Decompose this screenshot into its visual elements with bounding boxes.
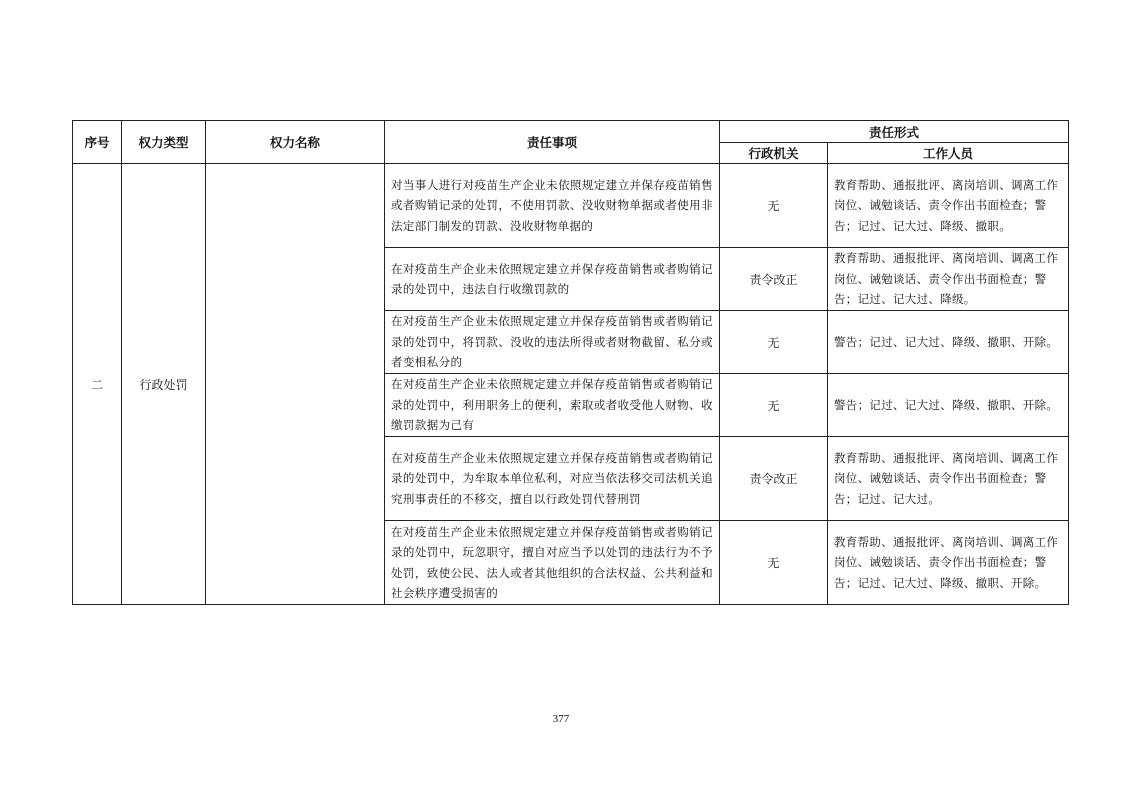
cell-staff: 教育帮助、通报批评、离岗培训、调离工作岗位、诫勉谈话、责令作出书面检查；警告；记过、记大过、降级、撤职。 [828, 164, 1069, 248]
cell-staff: 教育帮助、通报批评、离岗培训、调离工作岗位、诫勉谈话、责令作出书面检查；警告；记过、记大过。 [828, 437, 1069, 521]
header-responsibility-item: 责任事项 [385, 121, 720, 164]
cell-staff: 教育帮助、通报批评、离岗培训、调离工作岗位、诫勉谈话、责令作出书面检查；警告；记过、记大过、降级。 [828, 248, 1069, 311]
header-staff: 工作人员 [828, 143, 1069, 164]
header-power-type: 权力类型 [122, 121, 206, 164]
cell-admin-org: 责令改正 [720, 437, 828, 521]
cell-power-type: 行政处罚 [122, 164, 206, 605]
cell-admin-org: 无 [720, 311, 828, 374]
header-admin-org: 行政机关 [720, 143, 828, 164]
cell-responsibility-item: 在对疫苗生产企业未依照规定建立并保存疫苗销售或者购销记录的处罚中，为牟取本单位私利，对应当依法移交司法机关追究刑事责任的不移交，擅自以行政处罚代替刑罚 [385, 437, 720, 521]
cell-responsibility-item: 对当事人进行对疫苗生产企业未依照规定建立并保存疫苗销售或者购销记录的处罚，不使用罚款、没收财物单据或者使用非法定部门制发的罚款、没收财物单据的 [385, 164, 720, 248]
cell-staff: 警告；记过、记大过、降级、撤职、开除。 [828, 311, 1069, 374]
cell-seq: 二 [73, 164, 122, 605]
cell-admin-org: 无 [720, 521, 828, 605]
cell-admin-org: 无 [720, 374, 828, 437]
cell-staff: 教育帮助、通报批评、离岗培训、调离工作岗位、诫勉谈话、责令作出书面检查；警告；记过、记大过、降级、撤职、开除。 [828, 521, 1069, 605]
cell-responsibility-item: 在对疫苗生产企业未依照规定建立并保存疫苗销售或者购销记录的处罚中，将罚款、没收的违法所得或者财物截留、私分或者变相私分的 [385, 311, 720, 374]
cell-admin-org: 无 [720, 164, 828, 248]
responsibility-table [72, 120, 1069, 605]
cell-responsibility-item: 在对疫苗生产企业未依照规定建立并保存疫苗销售或者购销记录的处罚中，利用职务上的便利，索取或者收受他人财物、收缴罚款据为己有 [385, 374, 720, 437]
cell-staff: 警告；记过、记大过、降级、撤职、开除。 [828, 374, 1069, 437]
cell-admin-org: 责令改正 [720, 248, 828, 311]
header-power-name: 权力名称 [206, 121, 385, 164]
cell-responsibility-item: 在对疫苗生产企业未依照规定建立并保存疫苗销售或者购销记录的处罚中，违法自行收缴罚款的 [385, 248, 720, 311]
header-seq: 序号 [73, 121, 122, 164]
page-number: 377 [552, 713, 570, 725]
header-responsibility-form: 责任形式 [720, 121, 1069, 143]
table-row [73, 164, 1069, 248]
cell-responsibility-item: 在对疫苗生产企业未依照规定建立并保存疫苗销售或者购销记录的处罚中，玩忽职守，擅自对应当予以处罚的违法行为不予处罚，致使公民、法人或者其他组织的合法权益、公共利益和社会秩序遭受损害的 [385, 521, 720, 605]
cell-power-name [206, 164, 385, 605]
